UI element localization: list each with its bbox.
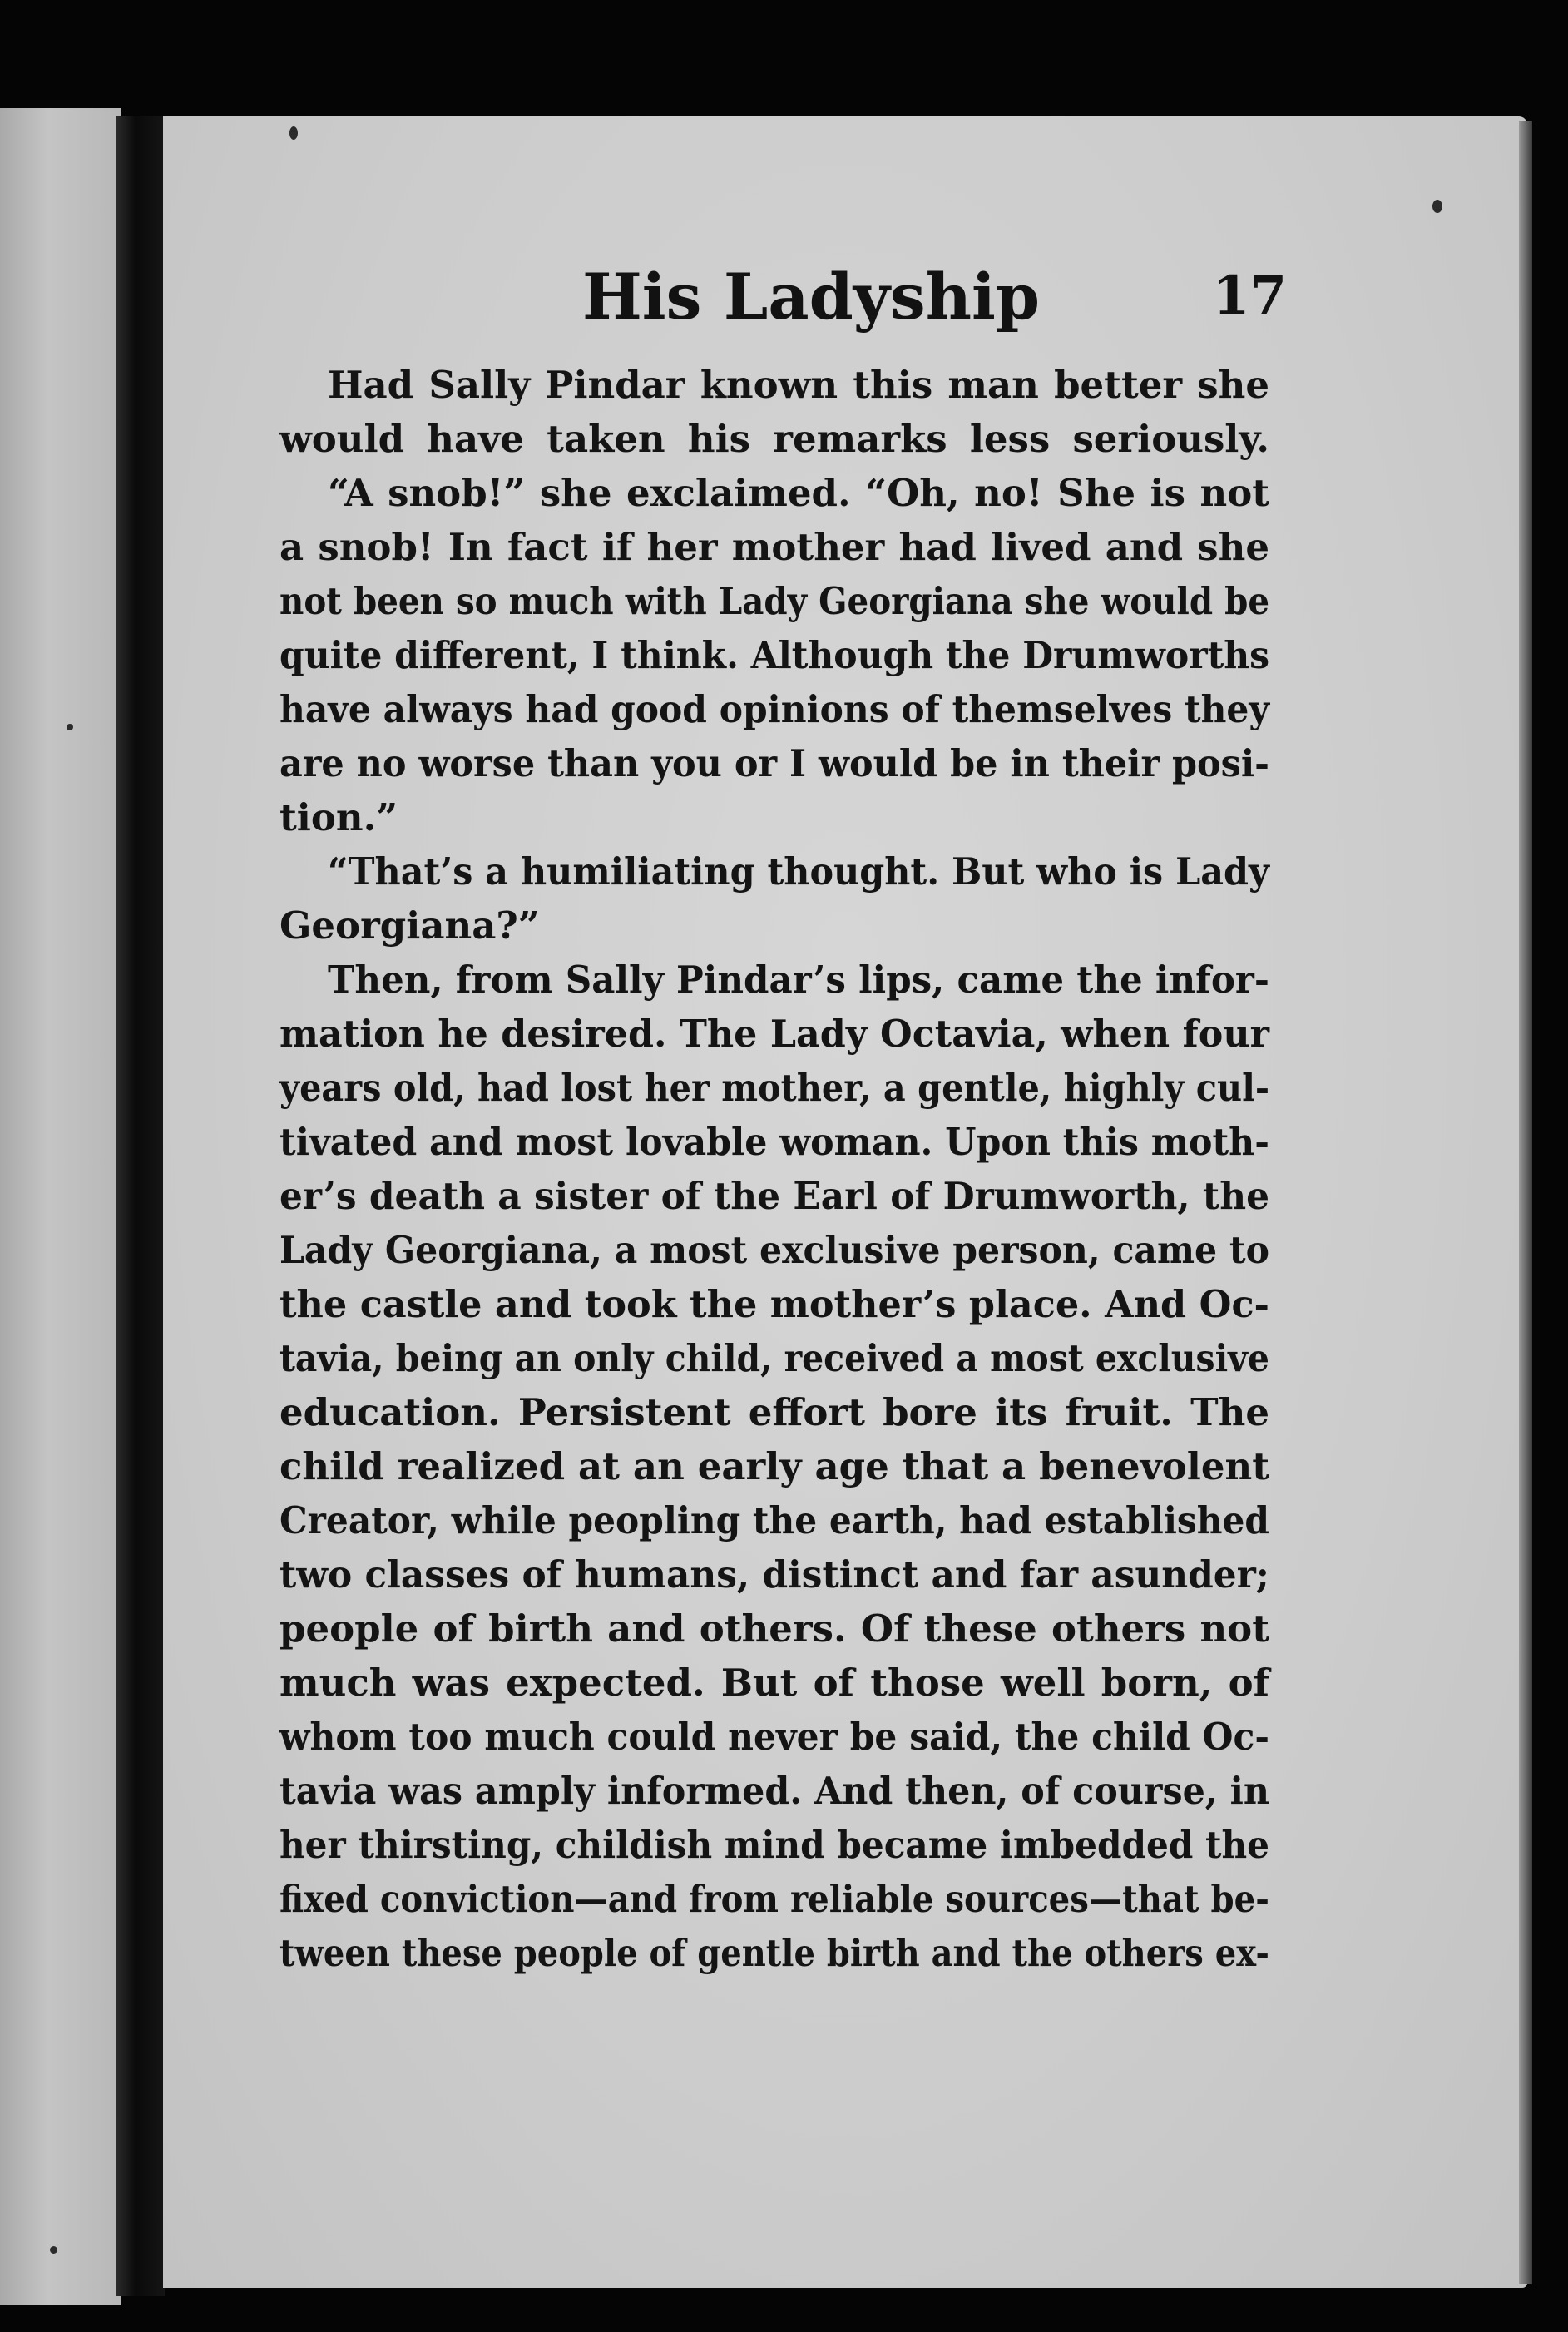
text-line: people of birth and others. Of these others not [279, 1607, 1269, 1651]
text-line: a snob! In fact if her mother had lived and she [279, 525, 1269, 569]
text-line: tivated and most lovable woman. Upon this moth- [279, 1120, 1269, 1164]
body-text [279, 358, 1269, 1980]
text-line: whom too much could never be said, the child Oc- [279, 1715, 1269, 1759]
text-line: tween these people of gentle birth and the others ex- [279, 1931, 1269, 1975]
book-gutter [116, 116, 165, 2296]
text-line: quite different, I think. Although the Drumworths [279, 633, 1270, 677]
text-line: are no worse than you or I would be in their posi- [279, 741, 1269, 785]
page-number: 17 [1213, 265, 1288, 327]
text-line: Had Sally Pindar known this man better she [328, 363, 1269, 407]
scan-speck [67, 724, 73, 730]
text-line: have always had good opinions of themselves they [279, 687, 1270, 731]
text-line: tavia was amply informed. And then, of course, in [279, 1769, 1270, 1813]
text-line: not been so much with Lady Georgiana she would be [279, 579, 1270, 623]
page-edge-shadow [1519, 121, 1532, 2284]
text-line: Georgiana?” [279, 904, 540, 948]
text-line: Then, from Sally Pindar’s lips, came the infor- [328, 958, 1269, 1002]
text-line: tavia, being an only child, received a most exclusive [279, 1336, 1269, 1380]
text-line: fixed conviction—and from reliable sources—that be- [279, 1877, 1269, 1921]
scan-speck [289, 126, 298, 140]
text-line: “A snob!” she exclaimed. “Oh, no! She is not [328, 471, 1269, 515]
running-title: His Ladyship [582, 260, 1040, 334]
facing-page-edge [0, 108, 121, 2305]
text-line: would have taken his remarks less seriously. [279, 417, 1270, 461]
text-line: er’s death a sister of the Earl of Drumworth, the [279, 1174, 1270, 1218]
text-line: years old, had lost her mother, a gentle, highly cul- [279, 1066, 1270, 1110]
text-line: Lady Georgiana, a most exclusive person, came to [279, 1228, 1269, 1272]
text-line: “That’s a humiliating thought. But who is Lady [328, 849, 1269, 894]
text-line: education. Persistent effort bore its fruit. The [279, 1390, 1269, 1434]
scan-speck [1432, 200, 1442, 213]
text-line: Creator, while peopling the earth, had established [279, 1498, 1269, 1542]
text-line: her thirsting, childish mind became imbedded the [279, 1823, 1270, 1867]
text-line: the castle and took the mother’s place. And Oc- [279, 1282, 1270, 1326]
scan-speck [50, 2246, 57, 2254]
text-line: child realized at an early age that a benevolent [279, 1444, 1270, 1488]
text-line: two classes of humans, distinct and far asunder; [279, 1552, 1269, 1597]
text-line: mation he desired. The Lady Octavia, when four [279, 1012, 1269, 1056]
text-line: much was expected. But of those well born, of [279, 1661, 1269, 1705]
text-line: tion.” [279, 795, 398, 839]
